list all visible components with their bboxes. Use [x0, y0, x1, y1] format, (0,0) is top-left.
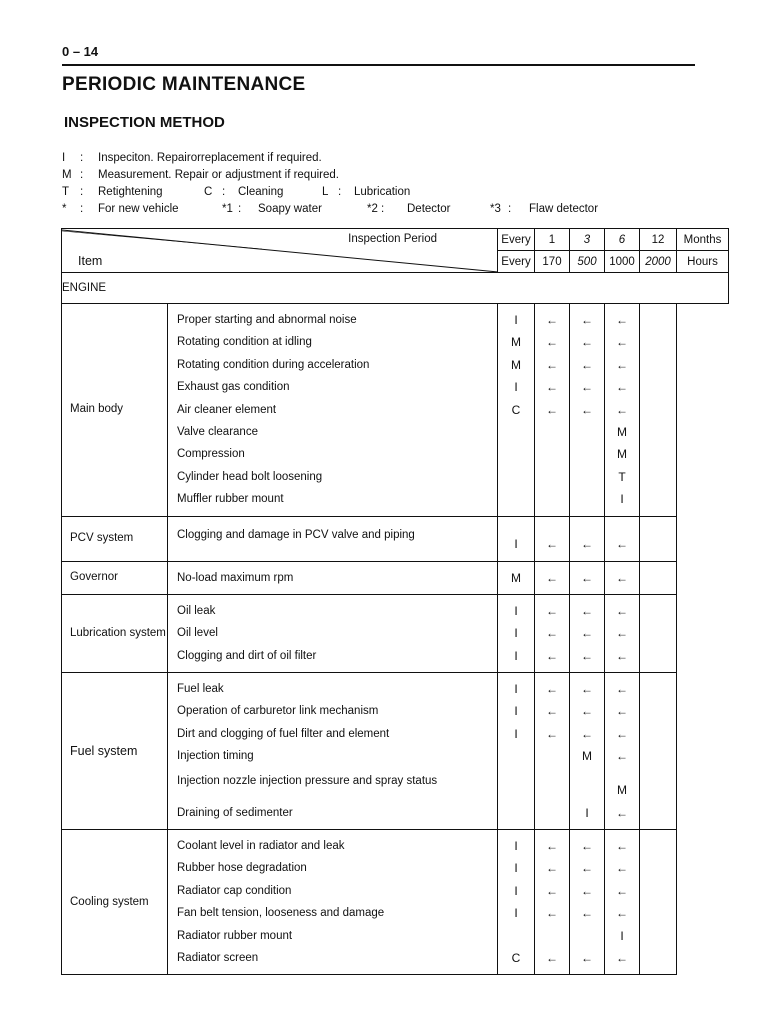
- continue-arrow: ←: [546, 861, 558, 876]
- inspection-mark: [535, 443, 569, 465]
- inspection-item: Draining of sedimenter: [177, 806, 293, 819]
- legend-key: C: [204, 186, 213, 198]
- inspection-mark: I: [514, 883, 518, 898]
- inspection-mark: I: [514, 861, 518, 876]
- inspection-mark: [570, 768, 604, 802]
- inspection-mark: [570, 466, 604, 488]
- group-items: [168, 304, 498, 517]
- every-label-months: Every: [498, 229, 535, 251]
- continue-arrow: ←: [616, 805, 628, 820]
- month-6: 6: [605, 229, 640, 251]
- continue-arrow: ←: [616, 335, 628, 350]
- inspection-item: Coolant level in radiator and leak: [177, 840, 345, 853]
- mark-column-3: [605, 830, 640, 975]
- continue-arrow: ←: [616, 883, 628, 898]
- mark-column-0: [498, 594, 535, 672]
- continue-arrow: ←: [546, 313, 558, 327]
- inspection-mark: I: [585, 805, 589, 820]
- continue-arrow: ←: [581, 839, 593, 854]
- inspection-mark: [570, 421, 604, 443]
- continue-arrow: ←: [581, 626, 593, 641]
- mark-column-1: [535, 304, 570, 517]
- inspection-mark: I: [514, 682, 518, 697]
- continue-arrow: ←: [546, 626, 558, 641]
- inspection-mark: I: [514, 648, 518, 663]
- section-title: ENGINE: [62, 273, 729, 304]
- continue-arrow: ←: [616, 536, 628, 551]
- inspection-item: Fuel leak: [177, 683, 224, 696]
- inspection-mark: I: [514, 726, 518, 741]
- group-row: [62, 673, 729, 830]
- legend-separator: :: [338, 186, 342, 198]
- continue-arrow: ←: [546, 883, 558, 898]
- continue-arrow: ←: [616, 570, 628, 585]
- continue-arrow: ←: [616, 950, 628, 965]
- inspection-item: Air cleaner element: [177, 403, 277, 416]
- inspection-item: Clogging and dirt of oil filter: [177, 649, 317, 662]
- unit-column-blank: [640, 561, 677, 594]
- inspection-period-label: Inspection Period: [348, 233, 437, 245]
- inspection-mark: [570, 925, 604, 947]
- continue-arrow: ←: [546, 603, 558, 618]
- inspection-item: Radiator cap condition: [177, 884, 292, 897]
- inspection-mark: I: [514, 536, 518, 551]
- mark-column-0: [498, 830, 535, 975]
- continue-arrow: ←: [546, 906, 558, 921]
- inspection-item: Injection timing: [177, 750, 254, 763]
- legend-text: Inspeciton. Repairorreplacement if required.: [98, 152, 322, 164]
- inspection-item: Oil level: [177, 627, 218, 640]
- continue-arrow: ←: [546, 726, 558, 741]
- mark-column-1: [535, 516, 570, 561]
- mark-column-2: [570, 673, 605, 830]
- continue-arrow: ←: [581, 313, 593, 327]
- mark-column-1: [535, 830, 570, 975]
- legend-separator: :: [381, 203, 385, 215]
- inspection-mark: [535, 488, 569, 510]
- inspection-item: Injection nozzle injection pressure and spray status: [177, 774, 438, 787]
- continue-arrow: ←: [616, 726, 628, 741]
- inspection-mark: I: [514, 839, 518, 854]
- page-title: PERIODIC MAINTENANCE: [62, 74, 306, 95]
- section-row-engine: [62, 273, 729, 304]
- continue-arrow: ←: [546, 402, 558, 417]
- inspection-mark: M: [617, 424, 627, 439]
- group-row: [62, 594, 729, 672]
- inspection-mark: [498, 745, 534, 767]
- legend-key: *2: [367, 203, 378, 215]
- unit-column-blank: [640, 594, 677, 672]
- header-rule: [62, 64, 695, 66]
- continue-arrow: ←: [546, 839, 558, 854]
- continue-arrow: ←: [616, 313, 628, 327]
- legend-separator: :: [508, 203, 512, 215]
- inspection-mark: I: [514, 704, 518, 719]
- inspection-item: Muffler rubber mount: [177, 493, 284, 506]
- legend-text: Lubrication: [354, 186, 411, 198]
- continue-arrow: ←: [546, 648, 558, 663]
- inspection-mark: [535, 925, 569, 947]
- inspection-item: Oil leak: [177, 604, 216, 617]
- inspection-mark: M: [617, 782, 627, 797]
- inspection-mark: M: [617, 447, 627, 462]
- continue-arrow: ←: [546, 357, 558, 372]
- inspection-mark: C: [511, 402, 521, 417]
- month-3: 3: [570, 229, 605, 251]
- inspection-mark: I: [514, 906, 518, 921]
- continue-arrow: ←: [581, 648, 593, 663]
- group-items: [168, 594, 498, 672]
- mark-column-1: [535, 594, 570, 672]
- inspection-mark: M: [582, 749, 592, 764]
- legend-separator: :: [80, 152, 84, 164]
- continue-arrow: ←: [581, 861, 593, 876]
- continue-arrow: ←: [546, 682, 558, 697]
- inspection-item: Rubber hose degradation: [177, 862, 307, 875]
- inspection-item: Compression: [177, 448, 245, 461]
- inspection-item: Valve clearance: [177, 425, 258, 438]
- hours-1000: 1000: [605, 251, 640, 273]
- header-row-months: [62, 229, 729, 251]
- legend-key: *3: [490, 203, 501, 215]
- legend-text: Cleaning: [238, 186, 284, 198]
- hours-unit: Hours: [677, 251, 729, 273]
- inspection-item: Dirt and clogging of fuel filter and element: [177, 727, 390, 740]
- continue-arrow: ←: [581, 603, 593, 618]
- continue-arrow: ←: [616, 839, 628, 854]
- continue-arrow: ←: [581, 402, 593, 417]
- group-items: [168, 673, 498, 830]
- continue-arrow: ←: [581, 883, 593, 898]
- mark-column-3: [605, 594, 640, 672]
- legend-text: Measurement. Repair or adjustment if required.: [98, 169, 339, 181]
- group-category: Cooling system: [62, 830, 168, 975]
- unit-column-blank: [640, 673, 677, 830]
- continue-arrow: ←: [581, 726, 593, 741]
- inspection-mark: [498, 488, 534, 510]
- continue-arrow: ←: [616, 402, 628, 417]
- inspection-mark: I: [620, 928, 624, 943]
- header-diagonal-cell: [62, 229, 498, 273]
- legend-key: T: [62, 186, 70, 198]
- month-1: 1: [535, 229, 570, 251]
- legend-separator: :: [222, 186, 226, 198]
- inspection-mark: [498, 925, 534, 947]
- months-unit: Months: [677, 229, 729, 251]
- inspection-mark: [570, 443, 604, 465]
- mark-column-3: [605, 304, 640, 517]
- inspection-item: Radiator rubber mount: [177, 929, 293, 942]
- mark-column-1: [535, 561, 570, 594]
- group-row: [62, 516, 729, 561]
- legend-separator: :: [80, 169, 84, 181]
- mark-column-2: [570, 830, 605, 975]
- mark-column-3: [605, 516, 640, 561]
- inspection-mark: [535, 745, 569, 767]
- inspection-mark: [498, 768, 534, 802]
- inspection-mark: [498, 466, 534, 488]
- mark-column-0: [498, 304, 535, 517]
- inspection-mark: M: [511, 335, 521, 350]
- continue-arrow: ←: [581, 335, 593, 350]
- legend-text: For new vehicle: [98, 203, 179, 215]
- inspection-mark: [498, 802, 534, 824]
- group-items: [168, 561, 498, 594]
- continue-arrow: ←: [581, 682, 593, 697]
- inspection-mark: M: [511, 570, 521, 585]
- inspection-mark: [535, 421, 569, 443]
- unit-column-blank: [640, 516, 677, 561]
- inspection-mark: I: [620, 492, 624, 507]
- legend-text: Soapy water: [258, 203, 322, 215]
- mark-column-0: [498, 673, 535, 830]
- continue-arrow: ←: [546, 335, 558, 350]
- legend-key: L: [322, 186, 329, 198]
- inspection-mark: I: [514, 380, 518, 395]
- inspection-item: Radiator screen: [177, 951, 259, 964]
- continue-arrow: ←: [616, 861, 628, 876]
- legend-text: Detector: [407, 203, 451, 215]
- maintenance-table: [61, 228, 729, 975]
- group-category: Governor: [62, 561, 168, 594]
- continue-arrow: ←: [546, 570, 558, 585]
- group-row: [62, 561, 729, 594]
- mark-column-2: [570, 561, 605, 594]
- continue-arrow: ←: [616, 682, 628, 697]
- continue-arrow: ←: [616, 704, 628, 719]
- mark-column-3: [605, 673, 640, 830]
- item-label: Item: [78, 254, 103, 268]
- mark-column-2: [570, 304, 605, 517]
- unit-column-blank: [640, 304, 677, 517]
- continue-arrow: ←: [581, 570, 593, 585]
- continue-arrow: ←: [616, 380, 628, 395]
- mark-column-0: [498, 516, 535, 561]
- inspection-mark: T: [618, 469, 626, 484]
- inspection-mark: I: [514, 313, 518, 327]
- continue-arrow: ←: [616, 749, 628, 764]
- group-category: Lubrication system: [62, 594, 168, 672]
- continue-arrow: ←: [546, 536, 558, 551]
- legend-separator: :: [238, 203, 242, 215]
- continue-arrow: ←: [581, 357, 593, 372]
- inspection-mark: [570, 488, 604, 510]
- section-subtitle: INSPECTION METHOD: [64, 114, 225, 131]
- legend-key: *1: [222, 203, 233, 215]
- group-category: Fuel system: [62, 673, 168, 830]
- inspection-mark: [535, 802, 569, 824]
- inspection-item: Proper starting and abnormal noise: [177, 314, 357, 326]
- unit-column-blank: [640, 830, 677, 975]
- continue-arrow: ←: [546, 704, 558, 719]
- inspection-mark: C: [511, 950, 521, 965]
- legend-text: Retightening: [98, 186, 163, 198]
- continue-arrow: ←: [616, 626, 628, 641]
- mark-column-1: [535, 673, 570, 830]
- group-row: [62, 304, 729, 517]
- hours-500: 500: [570, 251, 605, 273]
- continue-arrow: ←: [581, 704, 593, 719]
- continue-arrow: ←: [581, 380, 593, 395]
- continue-arrow: ←: [616, 906, 628, 921]
- continue-arrow: ←: [546, 380, 558, 395]
- mark-column-2: [570, 516, 605, 561]
- every-label-hours: Every: [498, 251, 535, 273]
- group-category: Main body: [62, 304, 168, 517]
- inspection-item: No-load maximum rpm: [177, 571, 294, 584]
- legend-text: Flaw detector: [529, 203, 599, 215]
- legend-key: I: [62, 152, 66, 164]
- continue-arrow: ←: [546, 950, 558, 965]
- inspection-mark: I: [514, 626, 518, 641]
- inspection-item: Exhaust gas condition: [177, 381, 290, 394]
- mark-column-0: [498, 561, 535, 594]
- inspection-mark: [535, 768, 569, 802]
- continue-arrow: ←: [616, 603, 628, 618]
- continue-arrow: ←: [581, 536, 593, 551]
- inspection-item: Cylinder head bolt loosening: [177, 470, 323, 483]
- continue-arrow: ←: [581, 950, 593, 965]
- inspection-item: Rotating condition at idling: [177, 336, 312, 349]
- inspection-mark: [535, 466, 569, 488]
- legend-separator: :: [80, 186, 84, 198]
- group-items: [168, 516, 498, 561]
- page-number: 0 – 14: [62, 44, 99, 59]
- inspection-item: Clogging and damage in PCV valve and piping: [177, 528, 415, 541]
- mark-column-2: [570, 594, 605, 672]
- hours-170: 170: [535, 251, 570, 273]
- inspection-mark: [498, 421, 534, 443]
- group-row: [62, 830, 729, 975]
- legend-key: *: [62, 203, 67, 215]
- legend-separator: :: [80, 203, 84, 215]
- continue-arrow: ←: [581, 906, 593, 921]
- inspection-mark: I: [514, 603, 518, 618]
- continue-arrow: ←: [616, 357, 628, 372]
- inspection-mark: [498, 443, 534, 465]
- mark-column-3: [605, 561, 640, 594]
- hours-2000: 2000: [640, 251, 677, 273]
- continue-arrow: ←: [616, 648, 628, 663]
- group-category: PCV system: [62, 516, 168, 561]
- legend-key: M: [62, 169, 72, 181]
- month-12: 12: [640, 229, 677, 251]
- group-items: [168, 830, 498, 975]
- inspection-mark: M: [511, 357, 521, 372]
- inspection-item: Fan belt tension, looseness and damage: [177, 907, 385, 920]
- inspection-item: Operation of carburetor link mechanism: [177, 705, 379, 718]
- inspection-item: Rotating condition during acceleration: [177, 358, 370, 371]
